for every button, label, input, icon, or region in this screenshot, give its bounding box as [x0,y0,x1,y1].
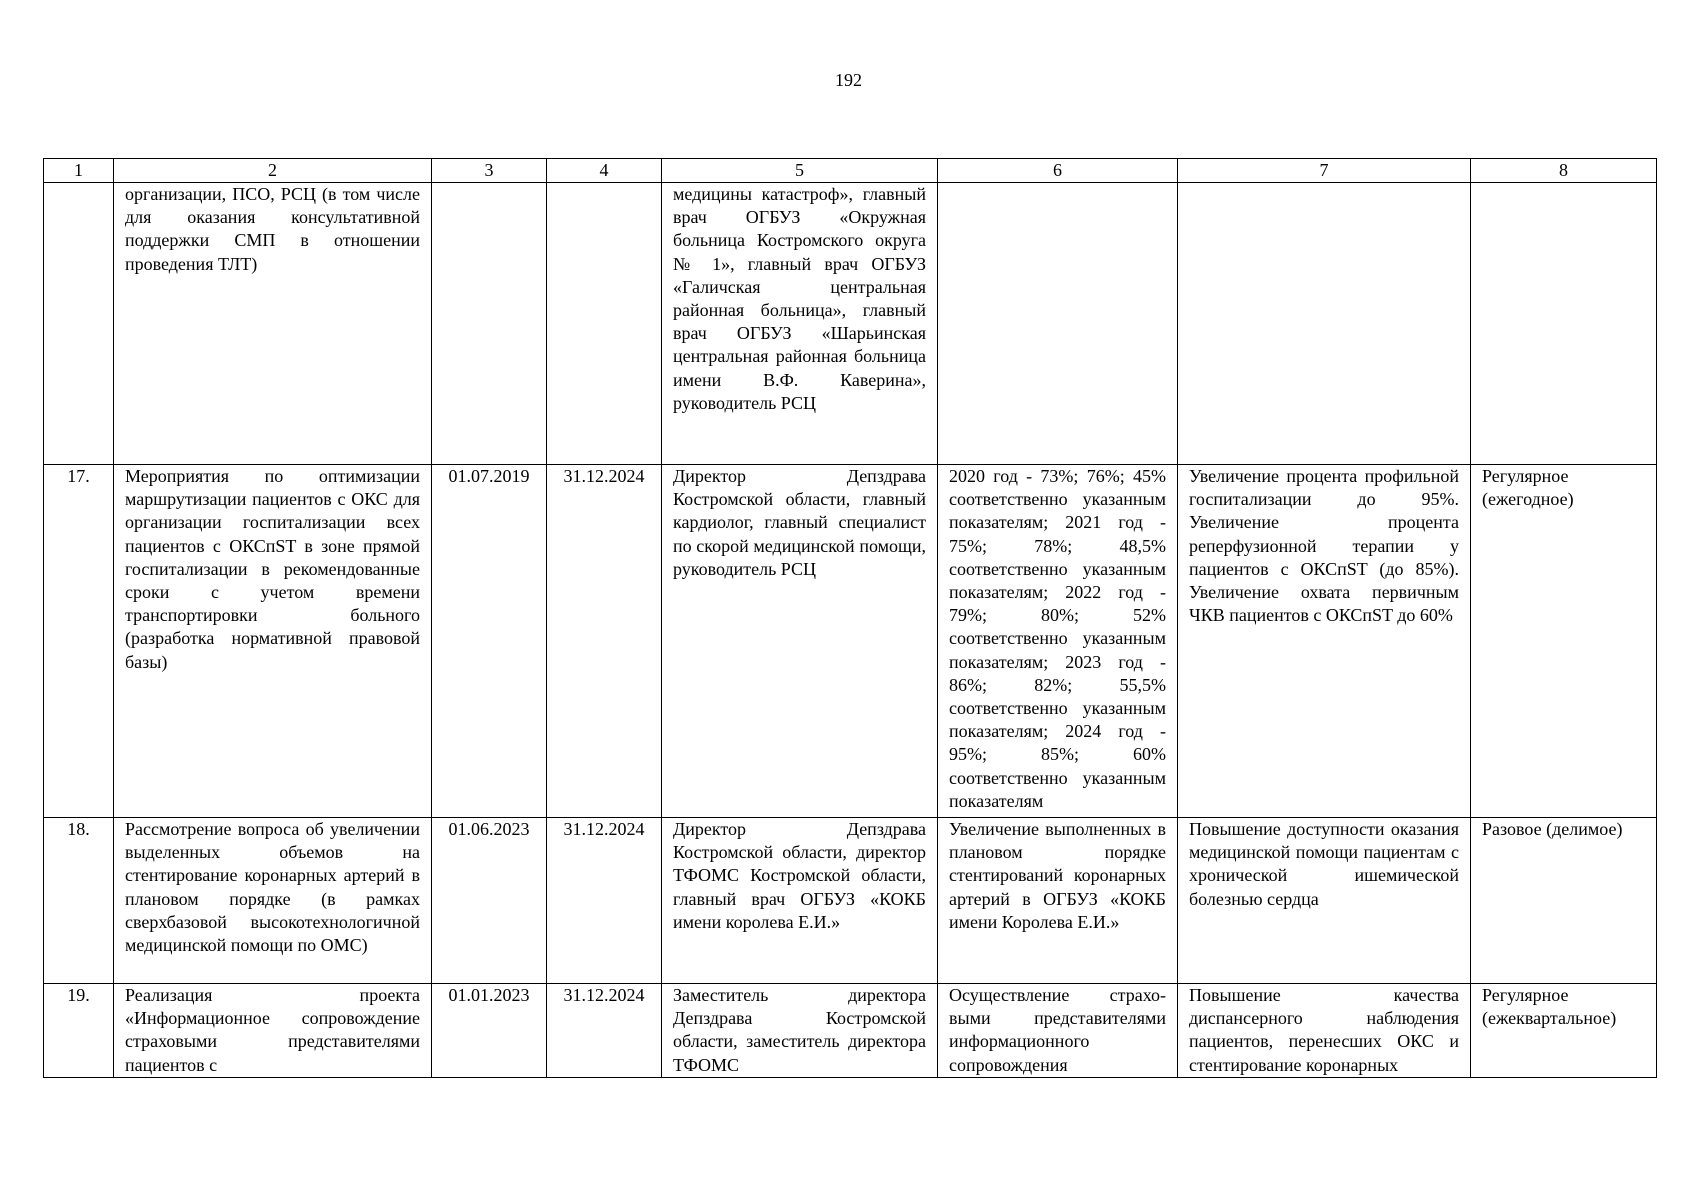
type-cell: Регулярное (ежеквартальное) [1471,984,1657,1078]
col-header-4: 4 [547,159,662,183]
responsible-cell: Директор Депздрава Костромской области, директор ТФОМС Костромской области, главный врач ОГБУЗ «КОКБ имени королева Е.И.» [662,818,938,984]
measure-cell: Мероприятия по оптимизации маршрутизации пациентов с ОКС для организации госпитализации всех пациентов с ОКСпST в зоне прямой госпитализации в рекомендованные сроки с учетом времени транспортировки больного (разработка нормативной правовой базы) [114,465,432,818]
responsible-cell: Директор Депздрава Костромской области, главный кардиолог, главный специалист по скорой медицинской помощи, руководитель РСЦ [662,465,938,818]
indicator-cell: 2020 год - 73%; 76%; 45% соответственно указанным показателям; 2021 год - 75%; 78%; 48,5% соответственно указанным показателям; 2022 год - 79%; 80%; 52% соответственно указанным показателям; 2023 год - 86%; 82%; 55,5% соответственно указанным показателям; 2024 год - 95%; 85%; 60% соответственно указанным показателям [938,465,1178,818]
type-cell: Разовое (делимое) [1471,818,1657,984]
start-date-cell: 01.01.2023 [432,984,547,1078]
page-number: 192 [835,70,862,90]
table-row [44,818,1657,984]
start-date-cell: 01.06.2023 [432,818,547,984]
row-number: 18. [44,818,114,984]
row-number [44,183,114,465]
result-cell [1178,183,1471,465]
indicator-cell [938,183,1178,465]
col-header-1: 1 [44,159,114,183]
measure-cell: Реализация проекта «Информационное сопровождение страховыми представителями пациентов с [114,984,432,1078]
col-header-6: 6 [938,159,1178,183]
col-header-2: 2 [114,159,432,183]
col-header-7: 7 [1178,159,1471,183]
result-cell: Повышение доступности оказания медицинской помощи пациентам с хронической ишемической болезнью сердца [1178,818,1471,984]
end-date-cell: 31.12.2024 [547,465,662,818]
table-row [44,984,1657,1078]
responsible-cell: медицины катастроф», главный врач ОГБУЗ «Окружная больница Костромского округа № 1», главный врач ОГБУЗ «Галичская центральная районная больница», главный врач ОГБУЗ «Шарьинская центральная районная больница имени В.Ф. Каверина», руководитель РСЦ [662,183,938,465]
measure-cell: Рассмотрение вопроса об увеличении выделенных объемов на стентирование коронарных артерий в плановом порядке (в рамках сверхбазовой высокотехнологичной медицинской помощи по ОМС) [114,818,432,984]
end-date-cell: 31.12.2024 [547,818,662,984]
row-number: 19. [44,984,114,1078]
col-header-8: 8 [1471,159,1657,183]
indicator-cell: Осуществление страхо-выми представителями информационного сопровождения [938,984,1178,1078]
result-cell: Повышение качества диспансерного наблюдения пациентов, перенесших ОКС и стентирование коронарных [1178,984,1471,1078]
row-number: 17. [44,465,114,818]
indicator-cell: Увеличение выполненных в плановом порядке стентирований коронарных артерий в ОГБУЗ «КОКБ имени Королева Е.И.» [938,818,1178,984]
result-cell: Увеличение процента профильной госпитализации до 95%. Увеличение процента реперфузионной терапии у пациентов с ОКСпST (до 85%). Увеличение охвата первичным ЧКВ пациентов с ОКСпST до 60% [1178,465,1471,818]
type-cell: Регулярное (ежегодное) [1471,465,1657,818]
measure-cell: организации, ПСО, РСЦ (в том числе для оказания консультативной поддержки СМП в отношении проведения ТЛТ) [114,183,432,465]
header-row [44,159,1657,183]
measures-table [43,158,1657,1078]
col-header-3: 3 [432,159,547,183]
responsible-cell: Заместитель директора Депздрава Костромской области, заместитель директора ТФОМС [662,984,938,1078]
start-date-cell [432,183,547,465]
type-cell [1471,183,1657,465]
table-row [44,465,1657,818]
table-row [44,183,1657,465]
col-header-5: 5 [662,159,938,183]
end-date-cell [547,183,662,465]
start-date-cell: 01.07.2019 [432,465,547,818]
end-date-cell: 31.12.2024 [547,984,662,1078]
